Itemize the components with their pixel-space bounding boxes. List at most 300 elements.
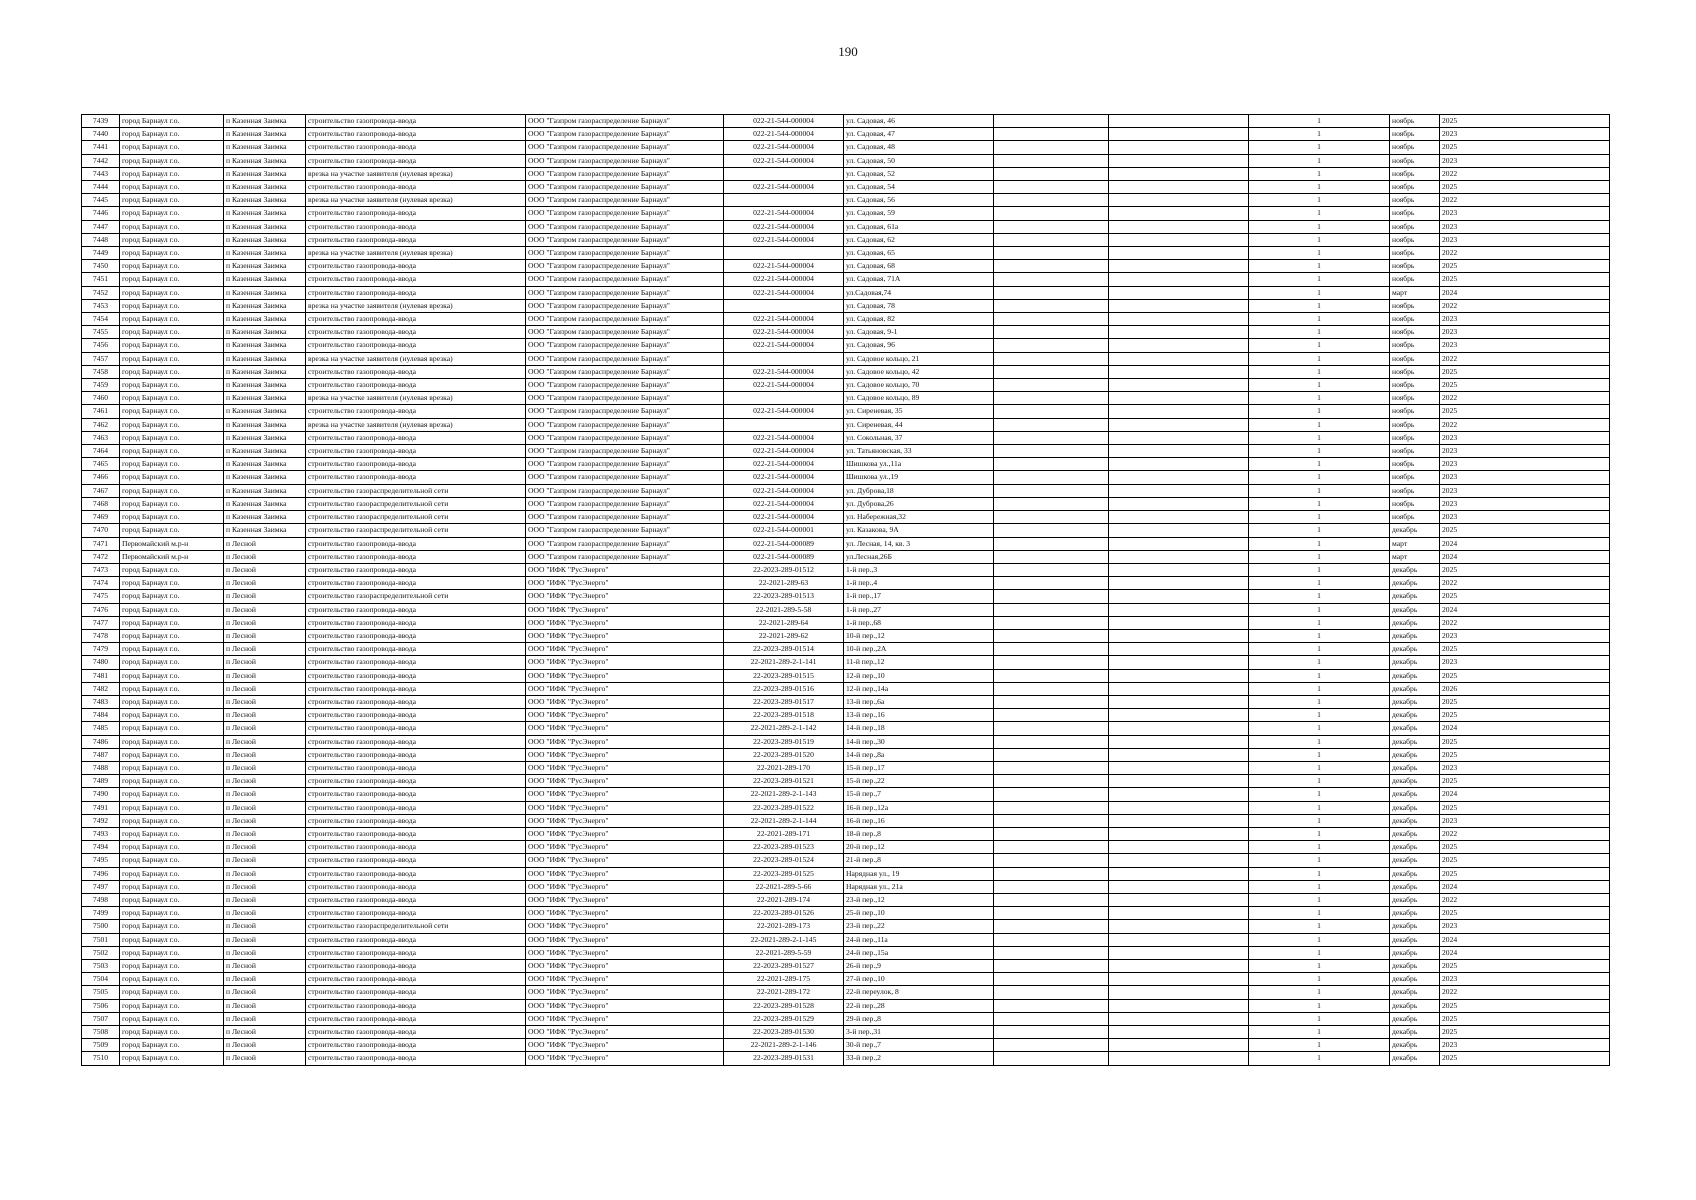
cell-address: 11-й пер.,12: [844, 656, 994, 669]
cell-year: 2025: [1440, 379, 1610, 392]
cell-municipality: город Барнаул г.о.: [120, 841, 224, 854]
cell-address: ул. Лесная, 14, кв. 3: [844, 537, 994, 550]
cell-contract-number: 22-2021-289-5-59: [724, 946, 844, 959]
cell-organization: ООО "ИФК "РусЭнерго": [526, 814, 724, 827]
cell-blank-b: [1109, 867, 1249, 880]
cell-year: 2025: [1440, 695, 1610, 708]
cell-quantity: 1: [1249, 194, 1390, 207]
cell-blank-b: [1109, 511, 1249, 524]
cell-quantity: 1: [1249, 497, 1390, 510]
cell-year: 2023: [1440, 629, 1610, 642]
cell-quantity: 1: [1249, 827, 1390, 840]
cell-row-number: 7491: [82, 801, 120, 814]
cell-organization: ООО "Газпром газораспределение Барнаул": [526, 339, 724, 352]
cell-municipality: город Барнаул г.о.: [120, 286, 224, 299]
cell-year: 2022: [1440, 986, 1610, 999]
cell-blank-a: [994, 854, 1109, 867]
cell-row-number: 7485: [82, 722, 120, 735]
cell-address: 10-й пер.,2А: [844, 643, 994, 656]
table-row: [82, 418, 1610, 431]
cell-work-type: строительство газораспределительной сети: [306, 497, 526, 510]
cell-municipality: город Барнаул г.о.: [120, 933, 224, 946]
cell-municipality: город Барнаул г.о.: [120, 827, 224, 840]
cell-row-number: 7465: [82, 458, 120, 471]
cell-work-type: строительство газопровода-ввода: [306, 656, 526, 669]
cell-quantity: 1: [1249, 880, 1390, 893]
cell-work-type: строительство газопровода-ввода: [306, 946, 526, 959]
cell-organization: ООО "Газпром газораспределение Барнаул": [526, 379, 724, 392]
cell-quantity: 1: [1249, 656, 1390, 669]
cell-address: 26-й пер.,9: [844, 960, 994, 973]
cell-row-number: 7476: [82, 603, 120, 616]
cell-month: декабрь: [1390, 761, 1440, 774]
cell-quantity: 1: [1249, 1039, 1390, 1052]
cell-work-type: строительство газопровода-ввода: [306, 643, 526, 656]
cell-municipality: город Барнаул г.о.: [120, 431, 224, 444]
cell-blank-a: [994, 194, 1109, 207]
cell-year: 2025: [1440, 907, 1610, 920]
cell-year: 2023: [1440, 339, 1610, 352]
cell-row-number: 7457: [82, 352, 120, 365]
cell-work-type: строительство газопровода-ввода: [306, 313, 526, 326]
cell-municipality: город Барнаул г.о.: [120, 590, 224, 603]
cell-blank-b: [1109, 827, 1249, 840]
cell-municipality: город Барнаул г.о.: [120, 233, 224, 246]
cell-settlement: п Лесной: [224, 986, 306, 999]
cell-year: 2025: [1440, 669, 1610, 682]
cell-work-type: строительство газопровода-ввода: [306, 933, 526, 946]
cell-address: 14-й пер.,8а: [844, 748, 994, 761]
cell-address: ул. Садовая, 47: [844, 128, 994, 141]
cell-blank-b: [1109, 194, 1249, 207]
cell-blank-a: [994, 695, 1109, 708]
cell-address: ул. Сокольная, 37: [844, 431, 994, 444]
cell-address: ул. Садовая, 96: [844, 339, 994, 352]
table-row: [82, 313, 1610, 326]
cell-quantity: 1: [1249, 379, 1390, 392]
table-row: [82, 643, 1610, 656]
cell-work-type: строительство газопровода-ввода: [306, 629, 526, 642]
cell-organization: ООО "ИФК "РусЭнерго": [526, 709, 724, 722]
cell-month: декабрь: [1390, 590, 1440, 603]
cell-settlement: п Лесной: [224, 722, 306, 735]
cell-row-number: 7477: [82, 616, 120, 629]
cell-quantity: 1: [1249, 946, 1390, 959]
cell-municipality: город Барнаул г.о.: [120, 643, 224, 656]
cell-blank-b: [1109, 643, 1249, 656]
cell-row-number: 7473: [82, 563, 120, 576]
cell-blank-b: [1109, 761, 1249, 774]
table-row: [82, 854, 1610, 867]
cell-month: ноябрь: [1390, 326, 1440, 339]
cell-address: ул. Садовая, 52: [844, 167, 994, 180]
cell-blank-a: [994, 841, 1109, 854]
cell-blank-a: [994, 946, 1109, 959]
cell-year: 2022: [1440, 893, 1610, 906]
cell-work-type: строительство газопровода-ввода: [306, 141, 526, 154]
cell-settlement: п Лесной: [224, 880, 306, 893]
cell-address: 13-й пер.,16: [844, 709, 994, 722]
cell-contract-number: 022-21-544-000004: [724, 181, 844, 194]
cell-contract-number: 22-2023-289-01514: [724, 643, 844, 656]
cell-settlement: п Казенная Заимка: [224, 220, 306, 233]
cell-organization: ООО "Газпром газораспределение Барнаул": [526, 207, 724, 220]
cell-quantity: 1: [1249, 537, 1390, 550]
cell-contract-number: 22-2023-289-01520: [724, 748, 844, 761]
cell-work-type: строительство газопровода-ввода: [306, 471, 526, 484]
cell-municipality: город Барнаул г.о.: [120, 907, 224, 920]
cell-quantity: 1: [1249, 590, 1390, 603]
cell-address: ул. Садовая, 61а: [844, 220, 994, 233]
cell-settlement: п Лесной: [224, 893, 306, 906]
cell-organization: ООО "ИФК "РусЭнерго": [526, 867, 724, 880]
table-row: [82, 273, 1610, 286]
cell-blank-a: [994, 1012, 1109, 1025]
cell-row-number: 7458: [82, 365, 120, 378]
cell-contract-number: 022-21-544-000004: [724, 326, 844, 339]
cell-month: декабрь: [1390, 960, 1440, 973]
cell-month: март: [1390, 286, 1440, 299]
cell-municipality: город Барнаул г.о.: [120, 669, 224, 682]
cell-quantity: 1: [1249, 550, 1390, 563]
cell-work-type: строительство газопровода-ввода: [306, 128, 526, 141]
cell-quantity: 1: [1249, 313, 1390, 326]
cell-blank-b: [1109, 563, 1249, 576]
cell-year: 2023: [1440, 313, 1610, 326]
cell-contract-number: 22-2021-289-5-58: [724, 603, 844, 616]
table-row: [82, 286, 1610, 299]
cell-address: 20-й пер.,12: [844, 841, 994, 854]
cell-row-number: 7456: [82, 339, 120, 352]
cell-address: 23-й пер.,22: [844, 920, 994, 933]
cell-month: декабрь: [1390, 616, 1440, 629]
cell-work-type: строительство газопровода-ввода: [306, 788, 526, 801]
cell-address: ул. Набережная,32: [844, 511, 994, 524]
cell-row-number: 7501: [82, 933, 120, 946]
table-row: [82, 893, 1610, 906]
cell-contract-number: 22-2023-289-01530: [724, 1026, 844, 1039]
cell-organization: ООО "ИФК "РусЭнерго": [526, 854, 724, 867]
cell-blank-a: [994, 814, 1109, 827]
cell-municipality: город Барнаул г.о.: [120, 154, 224, 167]
cell-address: 1-й пер.,17: [844, 590, 994, 603]
cell-quantity: 1: [1249, 484, 1390, 497]
cell-year: 2024: [1440, 603, 1610, 616]
cell-row-number: 7481: [82, 669, 120, 682]
cell-month: декабрь: [1390, 722, 1440, 735]
cell-work-type: строительство газопровода-ввода: [306, 207, 526, 220]
cell-municipality: город Барнаул г.о.: [120, 986, 224, 999]
cell-quantity: 1: [1249, 445, 1390, 458]
cell-month: декабрь: [1390, 1026, 1440, 1039]
cell-contract-number: 022-21-544-000004: [724, 220, 844, 233]
cell-blank-a: [994, 577, 1109, 590]
cell-year: 2025: [1440, 115, 1610, 128]
cell-row-number: 7488: [82, 761, 120, 774]
cell-contract-number: 22-2023-289-01527: [724, 960, 844, 973]
cell-quantity: 1: [1249, 616, 1390, 629]
cell-blank-a: [994, 735, 1109, 748]
cell-address: 16-й пер.,16: [844, 814, 994, 827]
cell-quantity: 1: [1249, 326, 1390, 339]
cell-blank-b: [1109, 709, 1249, 722]
cell-month: ноябрь: [1390, 115, 1440, 128]
cell-address: 21-й пер.,8: [844, 854, 994, 867]
table-row: [82, 629, 1610, 642]
cell-settlement: п Лесной: [224, 577, 306, 590]
cell-row-number: 7447: [82, 220, 120, 233]
cell-organization: ООО "Газпром газораспределение Барнаул": [526, 365, 724, 378]
cell-municipality: город Барнаул г.о.: [120, 801, 224, 814]
cell-contract-number: 022-21-544-000004: [724, 260, 844, 273]
cell-blank-b: [1109, 841, 1249, 854]
table-row: [82, 405, 1610, 418]
cell-blank-b: [1109, 497, 1249, 510]
cell-settlement: п Казенная Заимка: [224, 497, 306, 510]
cell-blank-a: [994, 115, 1109, 128]
cell-quantity: 1: [1249, 960, 1390, 973]
table-row: [82, 563, 1610, 576]
cell-municipality: город Барнаул г.о.: [120, 207, 224, 220]
cell-blank-a: [994, 973, 1109, 986]
cell-blank-b: [1109, 682, 1249, 695]
cell-row-number: 7475: [82, 590, 120, 603]
cell-settlement: п Казенная Заимка: [224, 286, 306, 299]
cell-municipality: город Барнаул г.о.: [120, 709, 224, 722]
table-row: [82, 497, 1610, 510]
cell-blank-a: [994, 233, 1109, 246]
cell-blank-b: [1109, 233, 1249, 246]
cell-organization: ООО "ИФК "РусЭнерго": [526, 946, 724, 959]
cell-settlement: п Казенная Заимка: [224, 299, 306, 312]
cell-year: 2023: [1440, 128, 1610, 141]
cell-blank-a: [994, 550, 1109, 563]
cell-address: ул. Садовая, 54: [844, 181, 994, 194]
cell-address: ул. Татьяновская, 33: [844, 445, 994, 458]
cell-work-type: строительство газопровода-ввода: [306, 286, 526, 299]
cell-blank-b: [1109, 141, 1249, 154]
cell-month: ноябрь: [1390, 128, 1440, 141]
cell-month: декабрь: [1390, 814, 1440, 827]
cell-row-number: 7509: [82, 1039, 120, 1052]
cell-work-type: строительство газопровода-ввода: [306, 748, 526, 761]
cell-organization: ООО "ИФК "РусЭнерго": [526, 643, 724, 656]
cell-municipality: город Барнаул г.о.: [120, 471, 224, 484]
cell-blank-a: [994, 920, 1109, 933]
cell-blank-a: [994, 722, 1109, 735]
cell-blank-a: [994, 656, 1109, 669]
cell-blank-a: [994, 788, 1109, 801]
cell-settlement: п Лесной: [224, 695, 306, 708]
cell-year: 2024: [1440, 550, 1610, 563]
cell-year: 2022: [1440, 167, 1610, 180]
cell-blank-b: [1109, 590, 1249, 603]
cell-municipality: город Барнаул г.о.: [120, 748, 224, 761]
cell-work-type: строительство газопровода-ввода: [306, 550, 526, 563]
cell-year: 2022: [1440, 392, 1610, 405]
cell-address: ул. Садовая, 62: [844, 233, 994, 246]
cell-municipality: город Барнаул г.о.: [120, 893, 224, 906]
cell-organization: ООО "ИФК "РусЭнерго": [526, 841, 724, 854]
cell-year: 2025: [1440, 841, 1610, 854]
cell-row-number: 7487: [82, 748, 120, 761]
cell-year: 2024: [1440, 722, 1610, 735]
cell-municipality: город Барнаул г.о.: [120, 167, 224, 180]
cell-organization: ООО "ИФК "РусЭнерго": [526, 933, 724, 946]
cell-municipality: город Барнаул г.о.: [120, 867, 224, 880]
cell-year: 2025: [1440, 273, 1610, 286]
cell-organization: ООО "Газпром газораспределение Барнаул": [526, 154, 724, 167]
cell-work-type: строительство газопровода-ввода: [306, 365, 526, 378]
cell-work-type: строительство газопровода-ввода: [306, 220, 526, 233]
cell-organization: ООО "Газпром газораспределение Барнаул": [526, 260, 724, 273]
cell-contract-number: 22-2021-289-63: [724, 577, 844, 590]
cell-year: 2023: [1440, 431, 1610, 444]
cell-contract-number: [724, 167, 844, 180]
cell-quantity: 1: [1249, 431, 1390, 444]
cell-municipality: город Барнаул г.о.: [120, 695, 224, 708]
table-row: [82, 458, 1610, 471]
cell-organization: ООО "ИФК "РусЭнерго": [526, 973, 724, 986]
cell-row-number: 7449: [82, 247, 120, 260]
cell-settlement: п Лесной: [224, 748, 306, 761]
cell-organization: ООО "Газпром газораспределение Барнаул": [526, 484, 724, 497]
cell-municipality: город Барнаул г.о.: [120, 511, 224, 524]
cell-year: 2025: [1440, 748, 1610, 761]
cell-month: ноябрь: [1390, 418, 1440, 431]
cell-row-number: 7460: [82, 392, 120, 405]
cell-contract-number: 022-21-544-000004: [724, 313, 844, 326]
cell-municipality: город Барнаул г.о.: [120, 616, 224, 629]
cell-municipality: город Барнаул г.о.: [120, 814, 224, 827]
cell-organization: ООО "ИФК "РусЭнерго": [526, 629, 724, 642]
cell-row-number: 7482: [82, 682, 120, 695]
cell-municipality: город Барнаул г.о.: [120, 326, 224, 339]
cell-address: ул. Садовая, 56: [844, 194, 994, 207]
cell-month: декабрь: [1390, 629, 1440, 642]
cell-quantity: 1: [1249, 603, 1390, 616]
cell-blank-b: [1109, 207, 1249, 220]
cell-settlement: п Казенная Заимка: [224, 260, 306, 273]
cell-year: 2023: [1440, 656, 1610, 669]
cell-blank-a: [994, 893, 1109, 906]
cell-address: 14-й пер.,30: [844, 735, 994, 748]
cell-address: 1-й пер.,3: [844, 563, 994, 576]
cell-row-number: 7462: [82, 418, 120, 431]
cell-month: ноябрь: [1390, 167, 1440, 180]
cell-municipality: город Барнаул г.о.: [120, 365, 224, 378]
cell-blank-a: [994, 207, 1109, 220]
cell-row-number: 7495: [82, 854, 120, 867]
cell-contract-number: 22-2023-289-01531: [724, 1052, 844, 1065]
cell-month: ноябрь: [1390, 365, 1440, 378]
cell-address: 27-й пер.,10: [844, 973, 994, 986]
cell-year: 2023: [1440, 511, 1610, 524]
cell-year: 2023: [1440, 920, 1610, 933]
cell-work-type: строительство газопровода-ввода: [306, 563, 526, 576]
cell-work-type: врезка на участке заявителя (нулевая врезка): [306, 299, 526, 312]
cell-blank-b: [1109, 933, 1249, 946]
cell-municipality: город Барнаул г.о.: [120, 339, 224, 352]
cell-address: 33-й пер.,2: [844, 1052, 994, 1065]
cell-month: ноябрь: [1390, 220, 1440, 233]
cell-municipality: город Барнаул г.о.: [120, 352, 224, 365]
cell-address: ул. Садовая, 9-1: [844, 326, 994, 339]
cell-address: 30-й пер.,7: [844, 1039, 994, 1052]
cell-month: декабрь: [1390, 735, 1440, 748]
cell-blank-b: [1109, 775, 1249, 788]
cell-month: декабрь: [1390, 577, 1440, 590]
cell-year: 2025: [1440, 590, 1610, 603]
cell-month: ноябрь: [1390, 497, 1440, 510]
cell-settlement: п Казенная Заимка: [224, 167, 306, 180]
cell-contract-number: 22-2023-289-01521: [724, 775, 844, 788]
cell-blank-a: [994, 775, 1109, 788]
cell-blank-a: [994, 445, 1109, 458]
cell-municipality: город Барнаул г.о.: [120, 920, 224, 933]
cell-blank-b: [1109, 326, 1249, 339]
cell-municipality: город Барнаул г.о.: [120, 484, 224, 497]
cell-year: 2022: [1440, 247, 1610, 260]
cell-work-type: врезка на участке заявителя (нулевая врезка): [306, 392, 526, 405]
cell-work-type: строительство газопровода-ввода: [306, 616, 526, 629]
cell-month: декабрь: [1390, 603, 1440, 616]
cell-blank-a: [994, 497, 1109, 510]
cell-month: ноябрь: [1390, 194, 1440, 207]
cell-month: ноябрь: [1390, 458, 1440, 471]
cell-quantity: 1: [1249, 801, 1390, 814]
cell-row-number: 7455: [82, 326, 120, 339]
table-row: [82, 550, 1610, 563]
cell-year: 2024: [1440, 788, 1610, 801]
cell-blank-a: [994, 339, 1109, 352]
cell-address: ул. Садовое кольцо, 42: [844, 365, 994, 378]
cell-address: 1-й пер.,27: [844, 603, 994, 616]
cell-year: 2022: [1440, 577, 1610, 590]
cell-address: ул. Казакова, 9А: [844, 524, 994, 537]
cell-year: 2024: [1440, 946, 1610, 959]
cell-quantity: 1: [1249, 893, 1390, 906]
table-row: [82, 326, 1610, 339]
cell-organization: ООО "ИФК "РусЭнерго": [526, 590, 724, 603]
cell-blank-a: [994, 167, 1109, 180]
cell-quantity: 1: [1249, 775, 1390, 788]
table-row: [82, 999, 1610, 1012]
cell-address: 10-й пер.,12: [844, 629, 994, 642]
cell-work-type: строительство газопровода-ввода: [306, 1012, 526, 1025]
cell-quantity: 1: [1249, 735, 1390, 748]
cell-address: 15-й пер.,7: [844, 788, 994, 801]
cell-organization: ООО "ИФК "РусЭнерго": [526, 669, 724, 682]
cell-organization: ООО "ИФК "РусЭнерго": [526, 880, 724, 893]
cell-address: 24-й пер.,11а: [844, 933, 994, 946]
cell-blank-a: [994, 1026, 1109, 1039]
cell-settlement: п Лесной: [224, 960, 306, 973]
cell-settlement: п Казенная Заимка: [224, 313, 306, 326]
cell-contract-number: 22-2023-289-01526: [724, 907, 844, 920]
cell-row-number: 7492: [82, 814, 120, 827]
cell-blank-b: [1109, 313, 1249, 326]
cell-year: 2025: [1440, 709, 1610, 722]
cell-address: Шишкова ул.,11а: [844, 458, 994, 471]
cell-organization: ООО "Газпром газораспределение Барнаул": [526, 471, 724, 484]
cell-quantity: 1: [1249, 841, 1390, 854]
cell-address: 29-й пер.,8: [844, 1012, 994, 1025]
table-row: [82, 867, 1610, 880]
cell-blank-a: [994, 141, 1109, 154]
cell-blank-a: [994, 748, 1109, 761]
cell-row-number: 7505: [82, 986, 120, 999]
